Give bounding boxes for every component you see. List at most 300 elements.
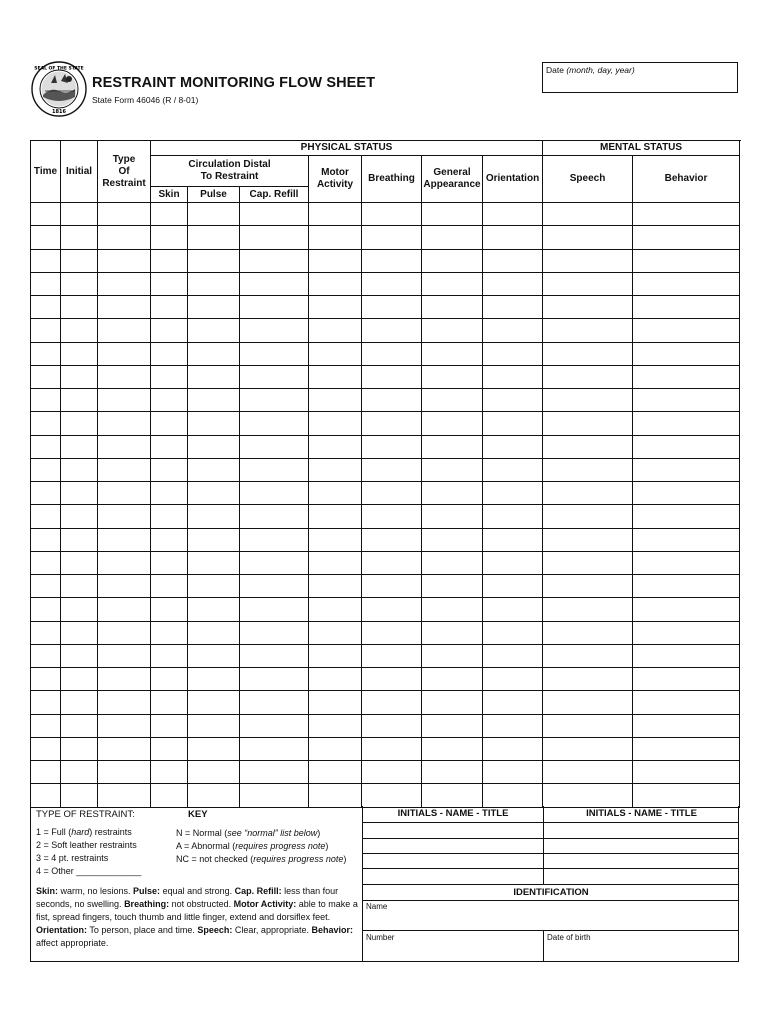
entry-cell[interactable] [422,226,483,249]
entry-cell[interactable] [61,575,98,598]
entry-cell[interactable] [240,737,309,760]
entry-cell[interactable] [483,551,543,574]
entry-cell[interactable] [362,272,422,295]
entry-cell[interactable] [422,691,483,714]
entry-cell[interactable] [240,621,309,644]
entry-cell[interactable] [422,644,483,667]
entry-cell[interactable] [61,458,98,481]
entry-cell[interactable] [98,598,151,621]
entry-cell[interactable] [151,296,188,319]
entry-cell[interactable] [309,551,362,574]
entry-cell[interactable] [151,342,188,365]
entry-cell[interactable] [98,714,151,737]
entry-cell[interactable] [362,365,422,388]
entry-cell[interactable] [98,319,151,342]
entry-cell[interactable] [543,691,633,714]
entry-cell[interactable] [240,296,309,319]
entry-cell[interactable] [362,226,422,249]
entry-cell[interactable] [633,482,740,505]
entry-cell[interactable] [188,458,240,481]
entry-cell[interactable] [543,412,633,435]
entry-cell[interactable] [61,621,98,644]
entry-cell[interactable] [422,435,483,458]
entry-cell[interactable] [543,365,633,388]
entry-cell[interactable] [633,505,740,528]
entry-cell[interactable] [188,691,240,714]
entry-cell[interactable] [188,784,240,807]
entry-cell[interactable] [483,784,543,807]
entry-cell[interactable] [98,342,151,365]
entry-cell[interactable] [61,412,98,435]
entry-cell[interactable] [151,551,188,574]
entry-cell[interactable] [61,737,98,760]
entry-cell[interactable] [31,714,61,737]
entry-cell[interactable] [543,737,633,760]
entry-cell[interactable] [240,482,309,505]
entry-cell[interactable] [31,575,61,598]
entry-cell[interactable] [422,319,483,342]
entry-cell[interactable] [309,528,362,551]
entry-cell[interactable] [483,621,543,644]
entry-cell[interactable] [61,342,98,365]
entry-cell[interactable] [240,644,309,667]
entry-cell[interactable] [151,691,188,714]
entry-cell[interactable] [483,644,543,667]
entry-cell[interactable] [31,761,61,784]
entry-cell[interactable] [483,575,543,598]
entry-cell[interactable] [309,644,362,667]
entry-cell[interactable] [633,551,740,574]
entry-cell[interactable] [309,482,362,505]
entry-cell[interactable] [543,551,633,574]
entry-cell[interactable] [98,435,151,458]
entry-cell[interactable] [240,342,309,365]
entry-cell[interactable] [633,342,740,365]
entry-cell[interactable] [633,203,740,226]
entry-cell[interactable] [31,226,61,249]
entry-cell[interactable] [240,668,309,691]
entry-cell[interactable] [483,505,543,528]
entry-cell[interactable] [422,737,483,760]
entry-cell[interactable] [188,203,240,226]
entry-cell[interactable] [98,458,151,481]
entry-cell[interactable] [543,203,633,226]
entry-cell[interactable] [362,296,422,319]
entry-cell[interactable] [362,714,422,737]
entry-cell[interactable] [98,203,151,226]
entry-cell[interactable] [188,505,240,528]
entry-cell[interactable] [61,644,98,667]
entry-cell[interactable] [240,435,309,458]
entry-cell[interactable] [151,737,188,760]
entry-cell[interactable] [240,458,309,481]
entry-cell[interactable] [151,458,188,481]
entry-cell[interactable] [633,714,740,737]
entry-cell[interactable] [31,784,61,807]
entry-cell[interactable] [483,389,543,412]
entry-cell[interactable] [633,249,740,272]
entry-cell[interactable] [633,644,740,667]
entry-cell[interactable] [422,296,483,319]
entry-cell[interactable] [543,784,633,807]
entry-cell[interactable] [362,621,422,644]
entry-cell[interactable] [362,342,422,365]
entry-cell[interactable] [188,342,240,365]
entry-cell[interactable] [31,435,61,458]
entry-cell[interactable] [151,528,188,551]
entry-cell[interactable] [61,319,98,342]
entry-cell[interactable] [543,761,633,784]
entry-cell[interactable] [98,644,151,667]
entry-cell[interactable] [31,319,61,342]
entry-cell[interactable] [633,668,740,691]
entry-cell[interactable] [151,505,188,528]
entry-cell[interactable] [543,249,633,272]
entry-cell[interactable] [483,435,543,458]
entry-cell[interactable] [483,714,543,737]
entry-cell[interactable] [31,621,61,644]
entry-cell[interactable] [309,249,362,272]
entry-cell[interactable] [188,528,240,551]
entry-cell[interactable] [98,528,151,551]
entry-cell[interactable] [633,621,740,644]
entry-cell[interactable] [309,203,362,226]
entry-cell[interactable] [98,668,151,691]
entry-cell[interactable] [309,458,362,481]
entry-cell[interactable] [422,389,483,412]
entry-cell[interactable] [98,691,151,714]
entry-cell[interactable] [31,249,61,272]
entry-cell[interactable] [240,272,309,295]
entry-cell[interactable] [188,249,240,272]
entry-cell[interactable] [151,365,188,388]
entry-cell[interactable] [483,249,543,272]
entry-cell[interactable] [61,551,98,574]
entry-cell[interactable] [362,644,422,667]
entry-cell[interactable] [61,482,98,505]
entry-cell[interactable] [240,365,309,388]
entry-cell[interactable] [362,435,422,458]
entry-cell[interactable] [151,272,188,295]
entry-cell[interactable] [61,296,98,319]
entry-cell[interactable] [188,226,240,249]
entry-cell[interactable] [31,551,61,574]
entry-cell[interactable] [309,226,362,249]
entry-cell[interactable] [188,389,240,412]
entry-cell[interactable] [98,272,151,295]
entry-cell[interactable] [98,761,151,784]
entry-cell[interactable] [309,296,362,319]
entry-cell[interactable] [483,296,543,319]
entry-cell[interactable] [483,668,543,691]
entry-cell[interactable] [61,668,98,691]
entry-cell[interactable] [151,644,188,667]
entry-cell[interactable] [422,249,483,272]
entry-cell[interactable] [362,551,422,574]
entry-cell[interactable] [98,737,151,760]
entry-cell[interactable] [309,435,362,458]
entry-cell[interactable] [422,505,483,528]
entry-cell[interactable] [422,203,483,226]
entry-cell[interactable] [31,598,61,621]
entry-cell[interactable] [61,203,98,226]
entry-cell[interactable] [188,365,240,388]
entry-cell[interactable] [151,389,188,412]
entry-cell[interactable] [188,435,240,458]
entry-cell[interactable] [483,272,543,295]
entry-cell[interactable] [151,226,188,249]
entry-cell[interactable] [240,389,309,412]
entry-cell[interactable] [151,714,188,737]
entry-cell[interactable] [633,412,740,435]
entry-cell[interactable] [309,761,362,784]
entry-cell[interactable] [240,505,309,528]
entry-cell[interactable] [31,737,61,760]
entry-cell[interactable] [61,714,98,737]
entry-cell[interactable] [362,412,422,435]
entry-cell[interactable] [31,365,61,388]
entry-cell[interactable] [309,691,362,714]
entry-cell[interactable] [151,412,188,435]
entry-cell[interactable] [31,272,61,295]
entry-cell[interactable] [61,389,98,412]
entry-cell[interactable] [151,575,188,598]
entry-cell[interactable] [362,505,422,528]
entry-cell[interactable] [98,249,151,272]
entry-cell[interactable] [362,203,422,226]
entry-cell[interactable] [483,203,543,226]
entry-cell[interactable] [633,389,740,412]
entry-cell[interactable] [98,505,151,528]
entry-cell[interactable] [309,342,362,365]
entry-cell[interactable] [422,365,483,388]
entry-cell[interactable] [543,389,633,412]
entry-cell[interactable] [98,575,151,598]
entry-cell[interactable] [422,272,483,295]
entry-cell[interactable] [188,737,240,760]
entry-cell[interactable] [188,668,240,691]
entry-cell[interactable] [61,784,98,807]
entry-cell[interactable] [188,644,240,667]
entry-cell[interactable] [543,272,633,295]
entry-cell[interactable] [422,482,483,505]
entry-cell[interactable] [188,551,240,574]
entry-cell[interactable] [188,598,240,621]
entry-cell[interactable] [362,737,422,760]
entry-cell[interactable] [151,319,188,342]
entry-cell[interactable] [31,528,61,551]
entry-cell[interactable] [633,435,740,458]
entry-cell[interactable] [98,226,151,249]
entry-cell[interactable] [31,668,61,691]
entry-cell[interactable] [483,412,543,435]
signature-line[interactable] [363,853,739,854]
entry-cell[interactable] [633,226,740,249]
entry-cell[interactable] [31,691,61,714]
entry-cell[interactable] [240,551,309,574]
entry-cell[interactable] [31,505,61,528]
entry-cell[interactable] [31,296,61,319]
entry-cell[interactable] [61,435,98,458]
entry-cell[interactable] [98,412,151,435]
entry-cell[interactable] [422,784,483,807]
entry-cell[interactable] [240,784,309,807]
entry-cell[interactable] [188,296,240,319]
entry-cell[interactable] [240,203,309,226]
date-field[interactable] [542,62,738,93]
entry-cell[interactable] [543,644,633,667]
entry-cell[interactable] [422,575,483,598]
entry-cell[interactable] [543,226,633,249]
entry-cell[interactable] [98,551,151,574]
entry-cell[interactable] [61,598,98,621]
entry-cell[interactable] [240,691,309,714]
entry-cell[interactable] [98,389,151,412]
entry-cell[interactable] [151,668,188,691]
entry-cell[interactable] [240,528,309,551]
entry-cell[interactable] [633,761,740,784]
entry-cell[interactable] [483,761,543,784]
entry-cell[interactable] [543,505,633,528]
entry-cell[interactable] [61,691,98,714]
entry-cell[interactable] [188,412,240,435]
entry-cell[interactable] [633,458,740,481]
entry-cell[interactable] [98,296,151,319]
entry-cell[interactable] [362,528,422,551]
entry-cell[interactable] [633,784,740,807]
entry-cell[interactable] [422,458,483,481]
entry-cell[interactable] [483,737,543,760]
entry-cell[interactable] [98,784,151,807]
entry-cell[interactable] [483,691,543,714]
entry-cell[interactable] [309,714,362,737]
entry-cell[interactable] [61,272,98,295]
entry-cell[interactable] [188,272,240,295]
entry-cell[interactable] [362,458,422,481]
entry-cell[interactable] [240,319,309,342]
entry-cell[interactable] [98,482,151,505]
entry-cell[interactable] [240,575,309,598]
entry-cell[interactable] [309,575,362,598]
entry-cell[interactable] [362,319,422,342]
entry-cell[interactable] [309,365,362,388]
entry-cell[interactable] [483,226,543,249]
entry-cell[interactable] [543,435,633,458]
entry-cell[interactable] [151,598,188,621]
entry-cell[interactable] [188,319,240,342]
entry-cell[interactable] [362,691,422,714]
entry-cell[interactable] [483,319,543,342]
entry-cell[interactable] [240,761,309,784]
entry-cell[interactable] [422,342,483,365]
entry-cell[interactable] [483,482,543,505]
entry-cell[interactable] [309,272,362,295]
entry-cell[interactable] [543,621,633,644]
entry-cell[interactable] [309,598,362,621]
signature-line[interactable] [363,868,739,869]
entry-cell[interactable] [240,249,309,272]
entry-cell[interactable] [422,714,483,737]
entry-cell[interactable] [633,737,740,760]
entry-cell[interactable] [31,342,61,365]
entry-cell[interactable] [362,575,422,598]
entry-cell[interactable] [362,784,422,807]
entry-cell[interactable] [61,528,98,551]
signature-line[interactable] [363,838,739,839]
entry-cell[interactable] [543,668,633,691]
entry-cell[interactable] [483,342,543,365]
entry-cell[interactable] [309,668,362,691]
entry-cell[interactable] [633,296,740,319]
entry-cell[interactable] [240,598,309,621]
entry-cell[interactable] [31,203,61,226]
entry-cell[interactable] [483,598,543,621]
entry-cell[interactable] [309,784,362,807]
entry-cell[interactable] [543,458,633,481]
entry-cell[interactable] [543,714,633,737]
entry-cell[interactable] [188,575,240,598]
entry-cell[interactable] [309,412,362,435]
entry-cell[interactable] [188,761,240,784]
entry-cell[interactable] [98,365,151,388]
entry-cell[interactable] [188,621,240,644]
entry-cell[interactable] [61,761,98,784]
entry-cell[interactable] [543,482,633,505]
entry-cell[interactable] [61,505,98,528]
entry-cell[interactable] [240,226,309,249]
entry-cell[interactable] [309,389,362,412]
entry-cell[interactable] [151,784,188,807]
entry-cell[interactable] [61,365,98,388]
entry-cell[interactable] [309,319,362,342]
entry-cell[interactable] [633,691,740,714]
entry-cell[interactable] [362,668,422,691]
entry-cell[interactable] [543,575,633,598]
entry-cell[interactable] [633,598,740,621]
entry-cell[interactable] [633,575,740,598]
entry-cell[interactable] [240,412,309,435]
entry-cell[interactable] [422,412,483,435]
entry-cell[interactable] [31,458,61,481]
entry-cell[interactable] [151,249,188,272]
entry-cell[interactable] [309,737,362,760]
entry-cell[interactable] [31,482,61,505]
entry-cell[interactable] [31,412,61,435]
entry-cell[interactable] [240,714,309,737]
entry-cell[interactable] [188,482,240,505]
entry-cell[interactable] [483,365,543,388]
entry-cell[interactable] [543,342,633,365]
entry-cell[interactable] [362,482,422,505]
entry-cell[interactable] [151,203,188,226]
entry-cell[interactable] [633,319,740,342]
entry-cell[interactable] [98,621,151,644]
entry-cell[interactable] [151,761,188,784]
entry-cell[interactable] [61,249,98,272]
entry-cell[interactable] [151,621,188,644]
entry-cell[interactable] [422,621,483,644]
entry-cell[interactable] [633,272,740,295]
entry-cell[interactable] [422,761,483,784]
entry-cell[interactable] [309,505,362,528]
entry-cell[interactable] [483,528,543,551]
entry-cell[interactable] [31,644,61,667]
entry-cell[interactable] [362,249,422,272]
entry-cell[interactable] [188,714,240,737]
entry-cell[interactable] [543,319,633,342]
entry-cell[interactable] [309,621,362,644]
entry-cell[interactable] [422,551,483,574]
